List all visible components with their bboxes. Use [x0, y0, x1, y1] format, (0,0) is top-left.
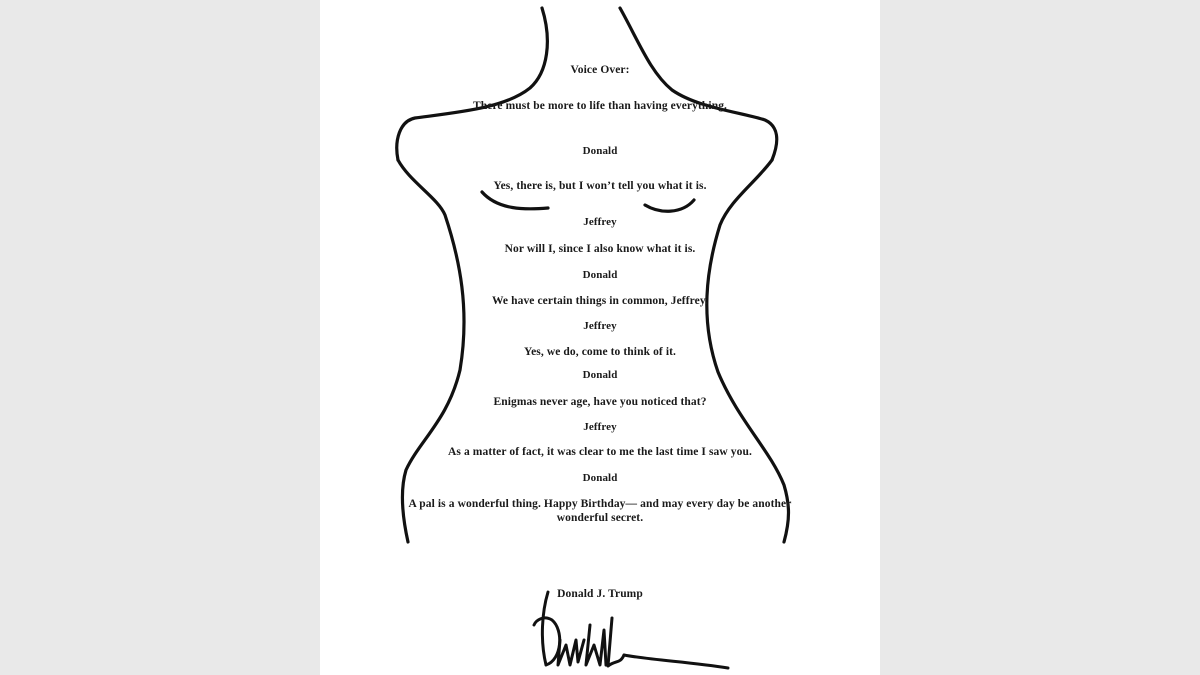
left-margin [0, 0, 320, 675]
dialogue-line: As a matter of fact, it was clear to me the last time I saw you. [448, 446, 752, 458]
speaker-name: Jeffrey [583, 216, 617, 228]
speaker-name: Donald [582, 369, 618, 381]
dialogue-line: There must be more to life than having everything. [472, 100, 728, 112]
speaker-name: Jeffrey [583, 421, 617, 433]
speaker-name: Donald [582, 472, 618, 484]
left-neck-line [397, 8, 548, 160]
speaker-name: Jeffrey [583, 320, 617, 332]
dialogue-line-closing: A pal is a wonderful thing. Happy Birthday— and may every day be another wonderful secret. [408, 498, 792, 524]
left-breast-line [482, 192, 548, 209]
speaker-name: Donald [582, 269, 618, 281]
signature-drawing [534, 592, 728, 668]
right-neck-line [620, 8, 777, 160]
dialogue-line: Yes, there is, but I won’t tell you what it is. [493, 180, 707, 192]
dialogue-line: Enigmas never age, have you noticed that? [493, 396, 707, 408]
right-breast-line [645, 200, 694, 211]
dialogue-line: Nor will I, since I also know what it is. [504, 243, 696, 255]
dialogue-line: Yes, we do, come to think of it. [523, 346, 677, 358]
speaker-name: Donald [582, 145, 618, 157]
right-margin [880, 0, 1200, 675]
signature-name: Donald J. Trump [557, 588, 643, 600]
dialogue-line: We have certain things in common, Jeffrey. [491, 295, 709, 307]
document-page [320, 0, 880, 675]
voice-over-heading: Voice Over: [570, 64, 630, 76]
